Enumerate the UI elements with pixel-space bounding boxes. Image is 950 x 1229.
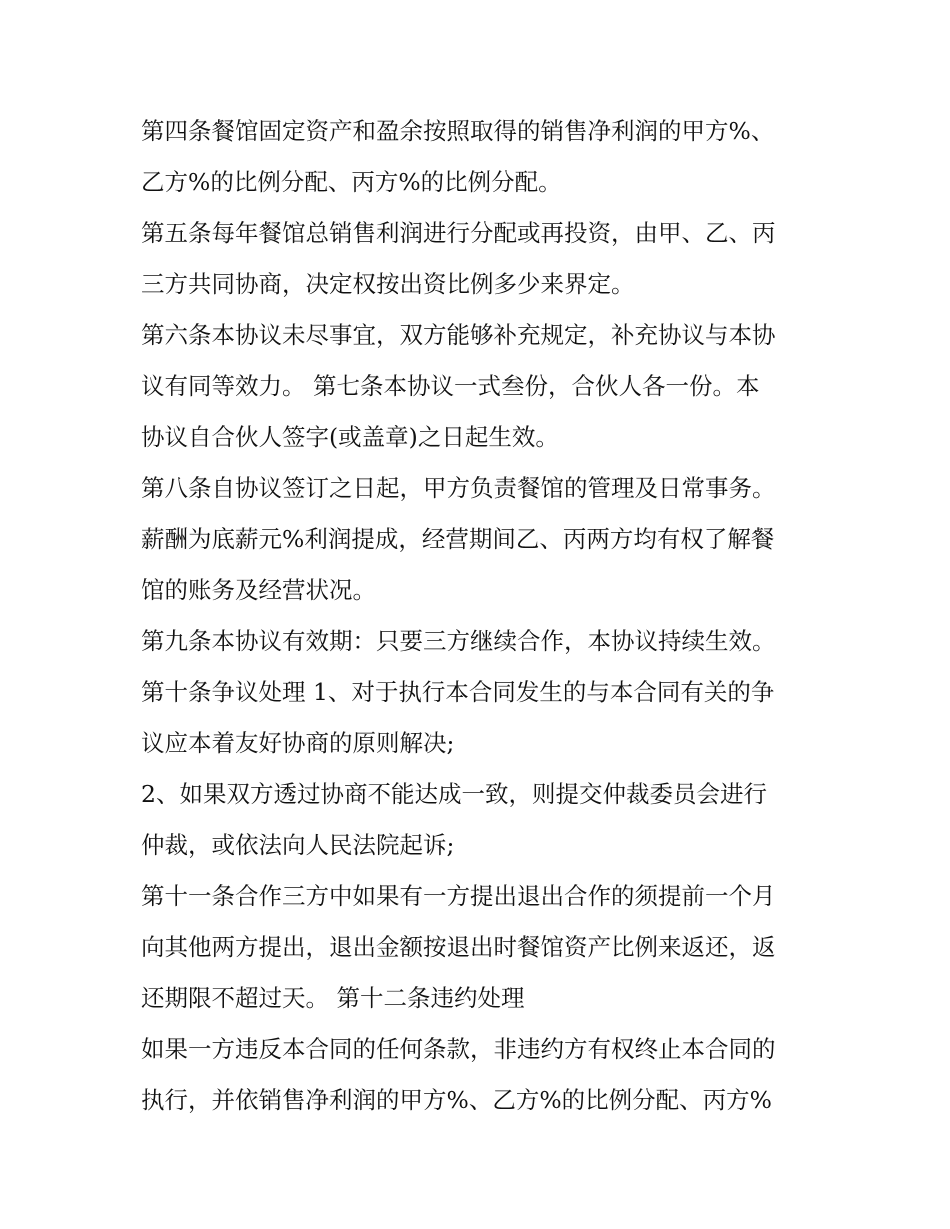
text-line: 仲裁，或依法向人民法院起诉;: [141, 831, 455, 859]
text-line: 第五条每年餐馆总销售利润进行分配或再投资，由甲、乙、丙: [141, 219, 776, 247]
text-line: 第六条本协议未尽事宜，双方能够补充规定，补充协议与本协: [141, 321, 776, 349]
text-line: 执行，并依销售净利润的甲方%、乙方%的比例分配、丙方%: [141, 1086, 772, 1114]
text-line: 如果一方违反本合同的任何条款，非违约方有权终止本合同的: [141, 1035, 776, 1063]
text-line: 议应本着友好协商的原则解决;: [141, 729, 455, 757]
text-line: 协议自合伙人签字(或盖章)之日起生效。: [141, 423, 559, 451]
text-line: 还期限不超过天。 第十二条违约处理: [141, 984, 525, 1012]
text-line: 薪酬为底薪元%利润提成，经营期间乙、丙两方均有权了解餐: [141, 525, 775, 553]
text-line: 议有同等效力。 第七条本协议一式叁份，合伙人各一份。本: [141, 372, 760, 400]
text-line: 第十一条合作三方中如果有一方提出退出合作的须提前一个月: [141, 882, 776, 910]
text-line: 2、如果双方透过协商不能达成一致，则提交仲裁委员会进行: [141, 780, 767, 808]
text-line: 三方共同协商，决定权按出资比例多少来界定。: [141, 270, 635, 298]
text-line: 馆的账务及经营状况。: [141, 576, 376, 604]
text-line: 第九条本协议有效期：只要三方继续合作，本协议持续生效。: [141, 627, 776, 655]
text-line: 第八条自协议签订之日起，甲方负责餐馆的管理及日常事务。: [141, 474, 776, 502]
document-body: [141, 106, 821, 1126]
text-line: 第十条争议处理 1、对于执行本合同发生的与本合同有关的争: [141, 678, 775, 706]
text-line: 向其他两方提出，退出金额按退出时餐馆资产比例来返还，返: [141, 933, 776, 961]
text-line: 乙方%的比例分配、丙方%的比例分配。: [141, 168, 562, 196]
text-line: 第四条餐馆固定资产和盈余按照取得的销售净利润的甲方%、: [141, 117, 775, 145]
